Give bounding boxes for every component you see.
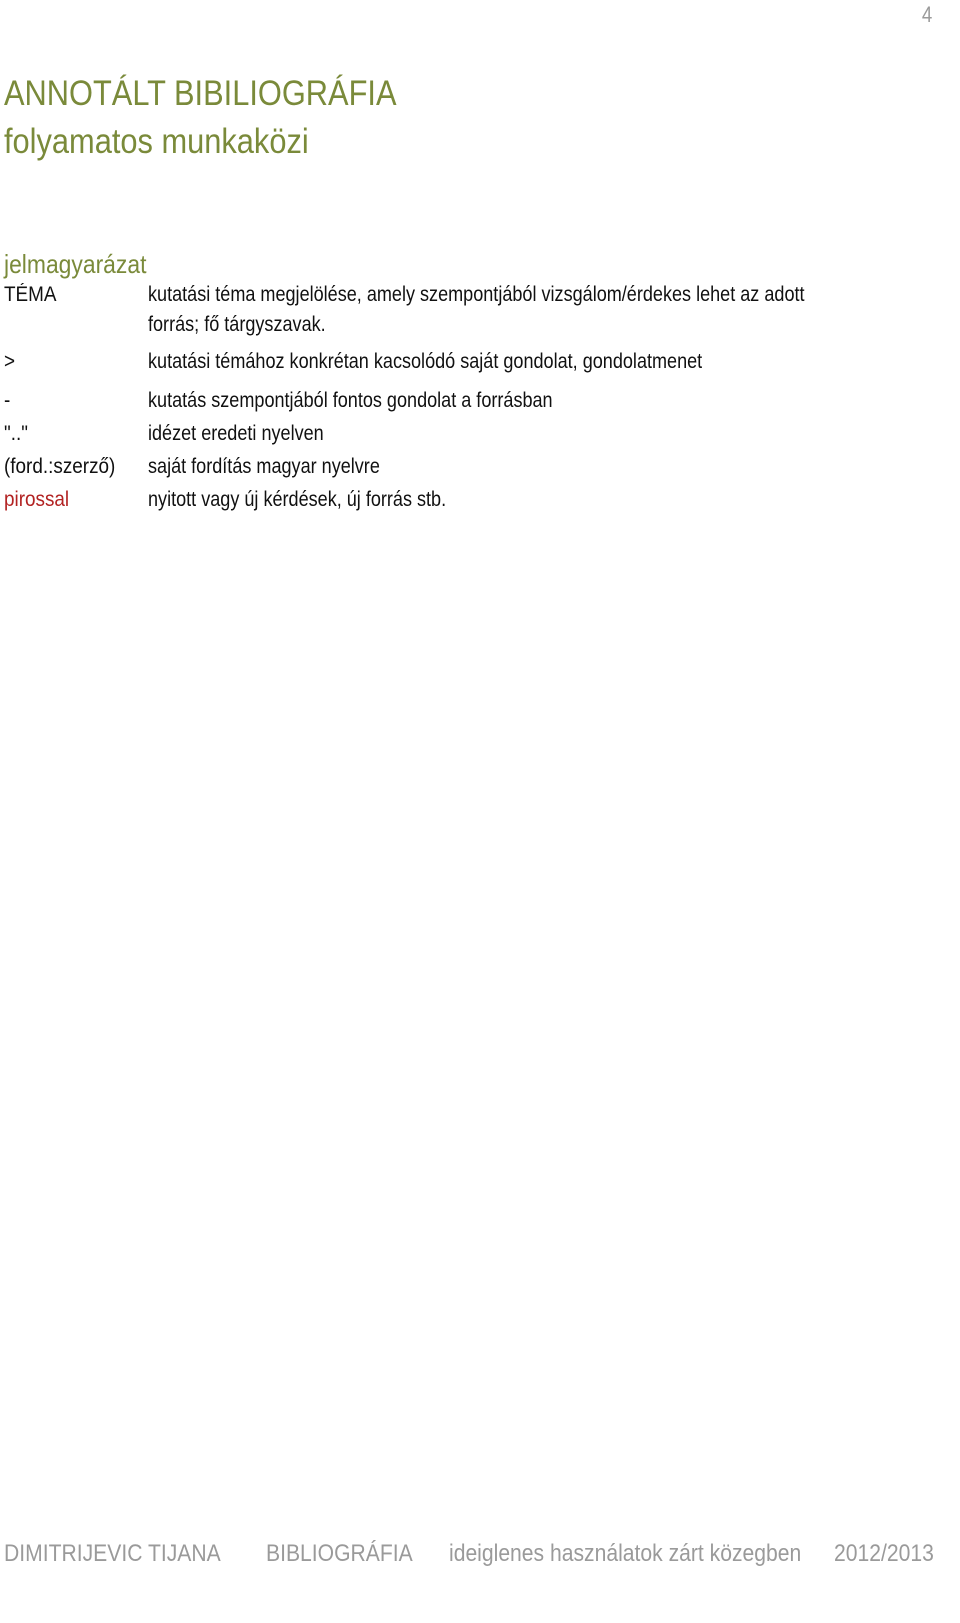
legend-key: > <box>4 350 16 373</box>
legend-desc: idézet eredeti nyelven <box>148 422 324 445</box>
legend-key: pirossal <box>4 488 70 511</box>
footer-author: DIMITRIJEVIC TIJANA <box>4 1540 221 1567</box>
footer-note: ideiglenes használatok zárt közegben <box>449 1540 802 1567</box>
page-number: 4 <box>921 2 932 27</box>
footer-section: BIBLIOGRÁFIA <box>266 1540 413 1567</box>
legend-key: TÉMA <box>4 283 57 306</box>
legend-key: (ford.:szerző) <box>4 455 116 478</box>
title-line-2: folyamatos munkaközi <box>4 122 309 161</box>
legend-desc: kutatás szempontjából fontos gondolat a forrásban <box>148 389 553 412</box>
legend-desc: saját fordítás magyar nyelvre <box>148 455 380 478</box>
legend-key: ".." <box>4 422 28 445</box>
legend-heading: jelmagyarázat <box>4 249 147 279</box>
legend-desc: kutatási témához konkrétan kacsolódó saját gondolat, gondolatmenet <box>148 350 703 373</box>
legend-desc: nyitott vagy új kérdések, új forrás stb. <box>148 488 447 511</box>
legend-key: - <box>4 389 11 412</box>
footer-year: 2012/2013 <box>834 1540 934 1567</box>
title-line-1: ANNOTÁLT BIBILIOGRÁFIA <box>4 74 397 113</box>
document-title <box>4 70 397 166</box>
legend-desc: kutatási téma megjelölése, amely szempontjából vizsgálom/érdekes lehet az adott forrás; fő tárgyszavak. <box>148 283 805 336</box>
